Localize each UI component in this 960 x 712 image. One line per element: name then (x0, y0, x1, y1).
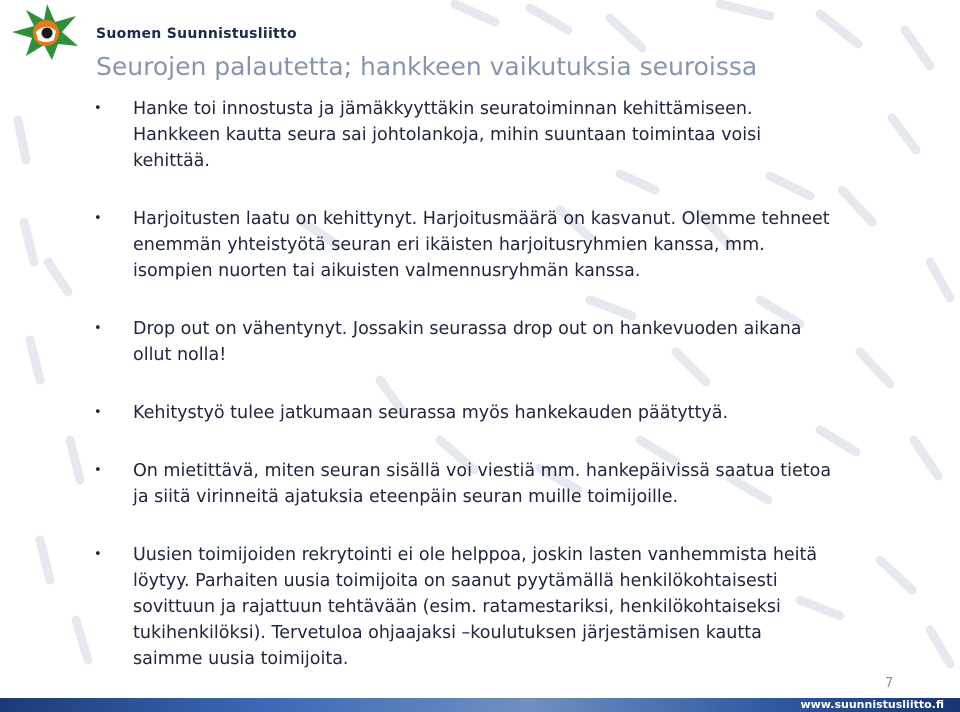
bullet-item-4 (94, 400, 894, 426)
footer-bar (0, 698, 960, 712)
page-number: 7 (885, 676, 894, 691)
bullet-line: Hanke toi innostusta ja jämäkkyyttäkin seuratoiminnan kehittämiseen. (133, 99, 753, 119)
bullet-line: Uusien toimijoiden rekrytointi ei ole helppoa, joskin lasten vanhemmista heitä (133, 545, 818, 565)
bullet-item-2 (94, 206, 894, 284)
bullet-marker: • (94, 321, 102, 336)
organization-name: Suomen Suunnistusliitto (96, 26, 297, 42)
bullet-line: Drop out on vähentynyt. Jossakin seurassa drop out on hankevuoden aikana (133, 319, 802, 339)
bullet-item-3 (94, 316, 894, 368)
bullet-line: Hankkeen kautta seura sai johtolankoja, mihin suuntaan toimintaa voisi (133, 125, 762, 145)
bullet-line: löytyy. Parhaiten uusia toimijoita on saanut pyytämällä henkilökohtaisesti (133, 571, 778, 591)
bullet-line: On mietittävä, miten seuran sisällä voi viestiä mm. hankepäivissä saatua tietoa (133, 461, 832, 481)
bullet-line: enemmän yhteistyötä seuran eri ikäisten harjoitusryhmien kanssa, mm. (133, 235, 765, 255)
bullet-marker: • (94, 405, 102, 420)
orienteering-star-logo-icon (6, 2, 88, 62)
footer-url: www.suunnistusliitto.fi (800, 698, 944, 711)
bullet-line: ja siitä virinneitä ajatuksia eteenpäin seuran muille toimijoille. (133, 487, 679, 507)
bullet-marker: • (94, 101, 102, 116)
bullet-line: kehittää. (133, 151, 210, 171)
slide-title: Seurojen palautetta; hankkeen vaikutuksia seuroissa (96, 52, 758, 81)
bullet-line: isompien nuorten tai aikuisten valmennusryhmän kanssa. (133, 261, 641, 281)
bullet-marker: • (94, 547, 102, 562)
bullet-item-1 (94, 96, 894, 174)
bullet-line: sovittuun ja rajattuun tehtävään (esim. ratamestariksi, henkilökohtaiseksi (133, 597, 781, 617)
bullet-marker: • (94, 211, 102, 226)
bullet-line: ollut nolla! (133, 345, 227, 365)
bullet-list (94, 96, 894, 672)
bullet-item-5 (94, 458, 894, 510)
bullet-line: Kehitystyö tulee jatkumaan seurassa myös hankekauden päätyttyä. (133, 403, 729, 423)
bullet-line: Harjoitusten laatu on kehittynyt. Harjoitusmäärä on kasvanut. Olemme tehneet (133, 209, 830, 229)
bullet-line: saimme uusia toimijoita. (133, 649, 349, 669)
bullet-item-6 (94, 542, 894, 672)
bullet-line: tukihenkilöksi). Tervetuloa ohjaajaksi –koulutuksen järjestämisen kautta (133, 623, 762, 643)
bullet-marker: • (94, 463, 102, 478)
slide-header (0, 0, 960, 54)
